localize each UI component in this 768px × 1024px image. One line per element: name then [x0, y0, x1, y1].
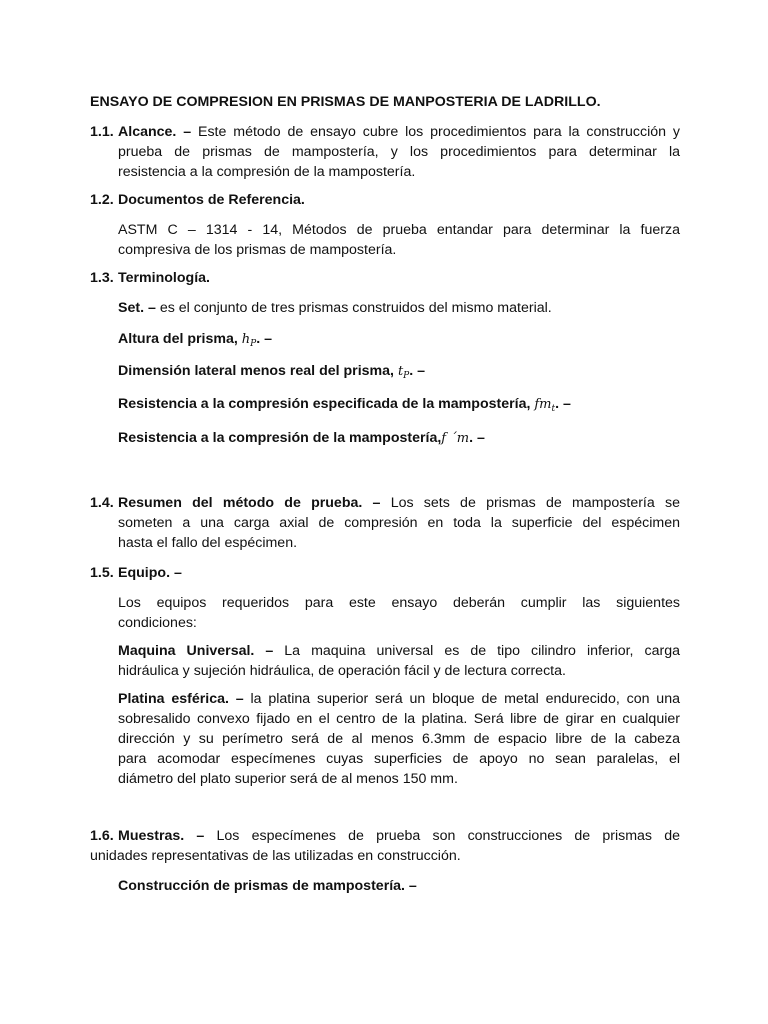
symbol-hp: $h_P$ [241, 332, 257, 349]
platina-line-2: sobresalido convexo fijado en el centro de la platina. Será libre de girar en cualquier [118, 711, 680, 727]
reference-line-1: ASTM C – 1314 - 14, Métodos de prueba entandar para determinar la fuerza [118, 222, 680, 238]
document-title: ENSAYO DE COMPRESION EN PRISMAS DE MANPOSTERIA DE LADRILLO. [90, 94, 601, 110]
section-heading: Muestras. – [118, 828, 205, 844]
alcance-line-2: prueba de prismas de mampostería, y los procedimientos para determinar la [118, 144, 680, 160]
section-number: 1.3. [90, 270, 114, 286]
term-resistencia: Resistencia a la compresión de la mampostería,f ´m. – [118, 430, 485, 446]
platina-esferica [118, 689, 680, 789]
platina-line-5: diámetro del plato superior será de al menos 150 mm. [118, 771, 458, 787]
term-heading: Set. – [118, 300, 156, 316]
term-dimension: Dimensión lateral menos real del prisma, $t_P$. – [118, 363, 426, 381]
section-number: 1.4. [90, 495, 114, 511]
section-number: 1.6. [90, 828, 114, 844]
construccion-prismas [118, 876, 680, 896]
item-heading: Platina esférica. – [118, 691, 244, 707]
term-set [118, 298, 680, 318]
term-heading: Resistencia a la compresión especificada de la mampostería, [118, 396, 531, 412]
section-documentos [90, 190, 680, 210]
resumen-line-3: hasta el fallo del espécimen. [118, 535, 298, 551]
alcance-line-1: Alcance. – Este método de ensayo cubre los procedimientos para la construcción y [118, 124, 680, 140]
term-definition: es el conjunto de tres prismas construidos del mismo material. [159, 300, 552, 316]
platina-line-4: para acomodar especímenes cuyas superficies de apoyo no sean paralelas, el [118, 751, 680, 767]
section-number: 1.5. [90, 565, 114, 581]
section-resumen [90, 493, 680, 553]
section-heading: Terminología. [118, 270, 210, 286]
section-number: 1.1. [90, 124, 114, 140]
term-heading: Dimensión lateral menos real del prisma, [118, 363, 394, 379]
muestras-line-2: unidades representativas de las utilizadas en construcción. [90, 848, 461, 864]
maquina-universal [118, 641, 680, 681]
equipo-intro-line-1: Los equipos requeridos para este ensayo deberán cumplir las siguientes [118, 595, 680, 611]
symbol-tp: $t_P$ [397, 364, 410, 381]
equipo-intro [118, 593, 680, 633]
section-heading: Resumen del método de prueba. – [118, 495, 381, 511]
reference-line-2: compresiva de los prismas de mampostería. [118, 242, 397, 258]
section-number: 1.2. [90, 192, 114, 208]
muestras-line-1: Muestras. – Los especímenes de prueba son construcciones de prismas de [118, 828, 680, 844]
alcance-line-3: resistencia a la compresión de la mampostería. [118, 164, 416, 180]
item-heading: Maquina Universal. – [118, 643, 274, 659]
reference-paragraph [118, 220, 680, 260]
section-muestras [90, 826, 680, 846]
item-heading: Construcción de prismas de mampostería. – [118, 878, 417, 894]
resumen-line-1: Resumen del método de prueba. – Los sets de prismas de mampostería se [118, 495, 680, 511]
maquina-line-2: hidráulica y sujeción hidráulica, de operación fácil y de lectura correcta. [118, 663, 566, 679]
section-alcance [90, 122, 680, 182]
term-altura: Altura del prisma, $h_P$. – [118, 331, 273, 349]
term-heading: Resistencia a la compresión de la mampostería, [118, 430, 442, 446]
maquina-line-1: Maquina Universal. – La maquina universal es de tipo cilindro inferior, carga [118, 643, 680, 659]
section-terminologia [90, 268, 680, 288]
section-heading: Documentos de Referencia. [118, 192, 305, 208]
equipo-intro-line-2: condiciones: [118, 615, 197, 631]
section-heading: Alcance. – [118, 124, 192, 140]
section-equipo [90, 563, 680, 583]
platina-line-3: dirección y su perímetro será de al menos 6.3mm de espacio libre de la cabeza [118, 731, 680, 747]
term-heading: Altura del prisma, [118, 331, 238, 347]
section-heading: Equipo. – [118, 565, 182, 581]
term-resistencia-especificada: Resistencia a la compresión especificada de la mampostería, $fm_t$. – [118, 396, 571, 414]
symbol-fm: f ´m [441, 431, 470, 446]
symbol-fmt: $fm_t$ [534, 397, 556, 414]
resumen-line-2: someten a una carga axial de compresión en toda la superficie del espécimen [118, 515, 680, 531]
platina-line-1: Platina esférica. – la platina superior será un bloque de metal endurecido, con una [118, 691, 680, 707]
